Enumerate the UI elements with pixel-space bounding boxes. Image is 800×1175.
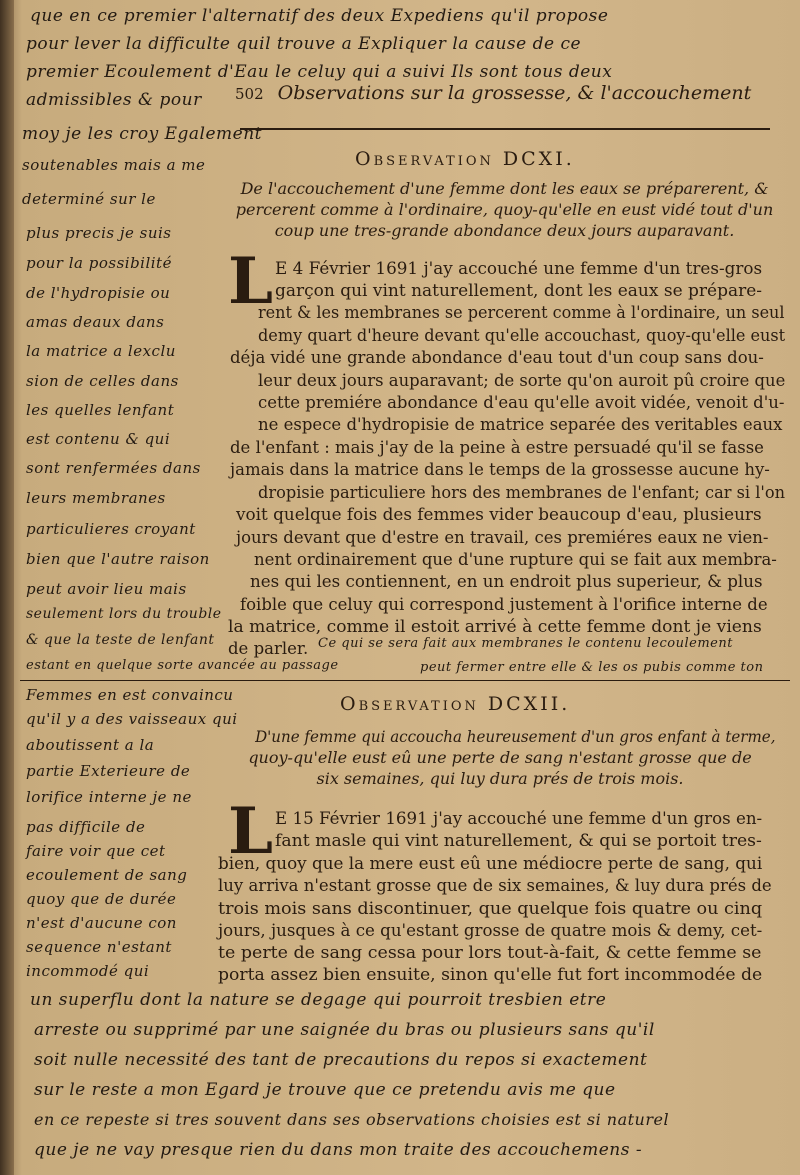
body-line: jours devant que d'estre en travail, ces premiéres eaux ne vien- — [236, 528, 769, 547]
body-line: jours, jusques à ce qu'estant grosse de quatre mois & demy, cet- — [218, 921, 763, 940]
margin-note-left: les quelles lenfant — [26, 401, 175, 419]
margin-note-left: qu'il y a des vaisseaux qui — [26, 710, 238, 728]
title-line: coup une tres-grande abondance deux jours auparavant. — [274, 221, 735, 240]
margin-note-bottom: en ce repeste si tres souvent dans ses observations choisies est si naturel — [34, 1110, 670, 1129]
observation-heading: Observation DCXI. — [355, 148, 575, 170]
body-line: porta assez bien ensuite, sinon qu'elle fut fort incommodée de — [218, 965, 763, 984]
body-line: ne espece d'hydropisie de matrice separée des veritables eaux — [258, 415, 783, 434]
body-line: voit quelque fois des femmes vider beaucoup d'eau, plusieurs — [236, 505, 762, 524]
margin-note-bottom: un superflu dont la nature se degage qui pourroit tresbien etre — [30, 990, 607, 1010]
margin-note-left: amas deaux dans — [26, 313, 165, 331]
body-line: de parler. — [228, 639, 309, 658]
body-line: bien, quoy que la mere eust eû une médiocre perte de sang, qui — [218, 854, 763, 873]
body-line: déja vidé une grande abondance d'eau tout d'un coup sans dou- — [230, 348, 764, 367]
body-line: nes qui les contiennent, en un endroit plus superieur, & plus — [250, 572, 763, 591]
running-head-title: Observations sur la grossesse, & l'accouchement — [277, 82, 752, 104]
margin-note-left: Femmes en est convaincu — [26, 686, 234, 704]
margin-note-left: estant en quelque sorte avancée au passage — [26, 658, 339, 673]
body-line: garçon qui vint naturellement, dont les eaux se prépare- — [275, 281, 763, 300]
body-line: jamais dans la matrice dans le temps de la grossesse aucune hy- — [230, 460, 770, 479]
title-line: De l'accouchement d'une femme dont les eaux se préparerent, & — [240, 179, 769, 198]
margin-note-left-b: quoy que de durée — [26, 890, 177, 908]
margin-note-left-b: incommodé qui — [26, 962, 150, 980]
margin-note-top-4: admissibles & pour — [26, 90, 202, 110]
margin-note-left: la matrice a lexclu — [26, 342, 176, 360]
margin-note-left-b: ecoulement de sang — [26, 866, 188, 884]
body-line: rent & les membranes se percerent comme à l'ordinaire, un seul — [258, 303, 785, 322]
title-line: quoy-qu'elle eust eû une perte de sang n'estant grosse que de — [248, 748, 752, 767]
margin-note-left: sont renfermées dans — [26, 459, 201, 477]
observation-title-2 — [240, 726, 776, 789]
margin-note-top-2: pour lever la difficulte quil trouve a Expliquer la cause de ce — [26, 34, 582, 54]
margin-note-left: de l'hydropisie ou — [26, 284, 171, 302]
margin-note-left-b: sequence n'estant — [26, 938, 172, 956]
margin-note-left: peut avoir lieu mais — [26, 580, 187, 598]
margin-note-left: soutenables mais a me — [22, 156, 206, 174]
body-line: E 4 Février 1691 j'ay accouché une femme d'un tres-gros — [275, 259, 763, 278]
margin-note-left: aboutissent a la — [26, 736, 155, 754]
title-line: D'une femme qui accoucha heureusement d'un gros enfant à terme, — [255, 727, 776, 746]
margin-note-left: pour la possibilité — [26, 254, 172, 272]
margin-note-top-3: premier Ecoulement d'Eau le celuy qui a suivi Ils sont tous deux — [26, 62, 613, 82]
page-number: 502 — [235, 85, 264, 103]
inline-handwritten-note: Ce qui se sera fait aux membranes le contenu lecoulement — [318, 636, 733, 651]
body-line: dropisie particuliere hors des membranes de l'enfant; car si l'on — [258, 483, 786, 502]
title-line: percerent comme à l'ordinaire, quoy-qu'elle en eust vidé tout d'un — [235, 200, 774, 219]
margin-note-bottom: soit nulle necessité des tant de precautions du repos si exactement — [34, 1050, 648, 1070]
ink-underline — [20, 680, 790, 681]
margin-note-left: particulieres croyant — [26, 520, 196, 538]
margin-note-left: seulement lors du trouble — [26, 606, 222, 622]
body-line: leur deux jours auparavant; de sorte qu'on auroit pû croire que — [258, 371, 786, 390]
margin-note-left: sion de celles dans — [26, 372, 179, 390]
margin-note-left: partie Exterieure de — [26, 762, 191, 780]
observation-heading-2: Observation DCXII. — [340, 693, 571, 715]
body-line: luy arriva n'estant grosse que de six semaines, & luy dura prés de — [218, 876, 772, 895]
margin-note-left: determiné sur le — [22, 190, 156, 208]
drop-capital: L — [228, 244, 273, 319]
margin-note-left: & que la teste de lenfant — [26, 632, 215, 648]
body-line: de l'enfant : mais j'ay de la peine à estre persuadé qu'il se fasse — [230, 438, 764, 457]
margin-note-left: leurs membranes — [26, 489, 166, 507]
body-line: trois mois sans discontinuer, que quelque fois quatre ou cinq — [218, 899, 763, 918]
observation-title — [232, 178, 777, 241]
margin-note-bottom: que je ne vay presque rien du dans mon traite des accouchemens - — [34, 1140, 643, 1160]
margin-note-left: est contenu & qui — [26, 430, 171, 448]
inline-handwritten-note-2: peut fermer entre elle & les os pubis comme ton — [420, 660, 764, 675]
book-gutter — [0, 0, 14, 1175]
margin-note-top-1: que en ce premier l'alternatif des deux Expediens qu'il propose — [30, 6, 609, 26]
running-head — [235, 82, 751, 104]
margin-note-left-b: faire voir que cet — [26, 842, 166, 860]
body-line: la matrice, comme il estoit arrivé à cette femme dont je viens — [228, 617, 762, 636]
margin-note-top-5: moy je les croy Egalement — [22, 124, 262, 144]
margin-note-left: bien que l'autre raison — [26, 550, 210, 568]
margin-note-left-b: pas difficile de — [26, 818, 146, 836]
body-line: demy quart d'heure devant qu'elle accouchast, quoy-qu'elle eust — [258, 326, 786, 345]
margin-note-bottom: sur le reste a mon Egard je trouve que ce pretendu avis me que — [34, 1080, 616, 1100]
body-line: E 15 Février 1691 j'ay accouché une femme d'un gros en- — [275, 809, 763, 828]
body-line: fant masle qui vint naturellement, & qui se portoit tres- — [275, 831, 762, 850]
margin-note-left: plus precis je suis — [26, 224, 172, 242]
drop-capital-2: L — [228, 794, 273, 869]
body-line: te perte de sang cessa pour lors tout-à-fait, & cette femme se — [218, 943, 762, 962]
margin-note-left-b: n'est d'aucune con — [26, 914, 177, 932]
body-line: nent ordinairement que d'une rupture qui se fait aux membra- — [254, 550, 777, 569]
title-line: six semaines, qui luy dura prés de trois mois. — [316, 769, 684, 788]
body-line: foible que celuy qui correspond justement à l'orifice interne de — [240, 595, 768, 614]
margin-note-left: lorifice interne je ne — [26, 788, 192, 806]
body-line: cette premiére abondance d'eau qu'elle avoit vidée, venoit d'u- — [258, 393, 785, 412]
header-rule — [240, 128, 770, 130]
margin-note-bottom: arreste ou supprimé par une saignée du bras ou plusieurs sans qu'il — [34, 1020, 655, 1040]
